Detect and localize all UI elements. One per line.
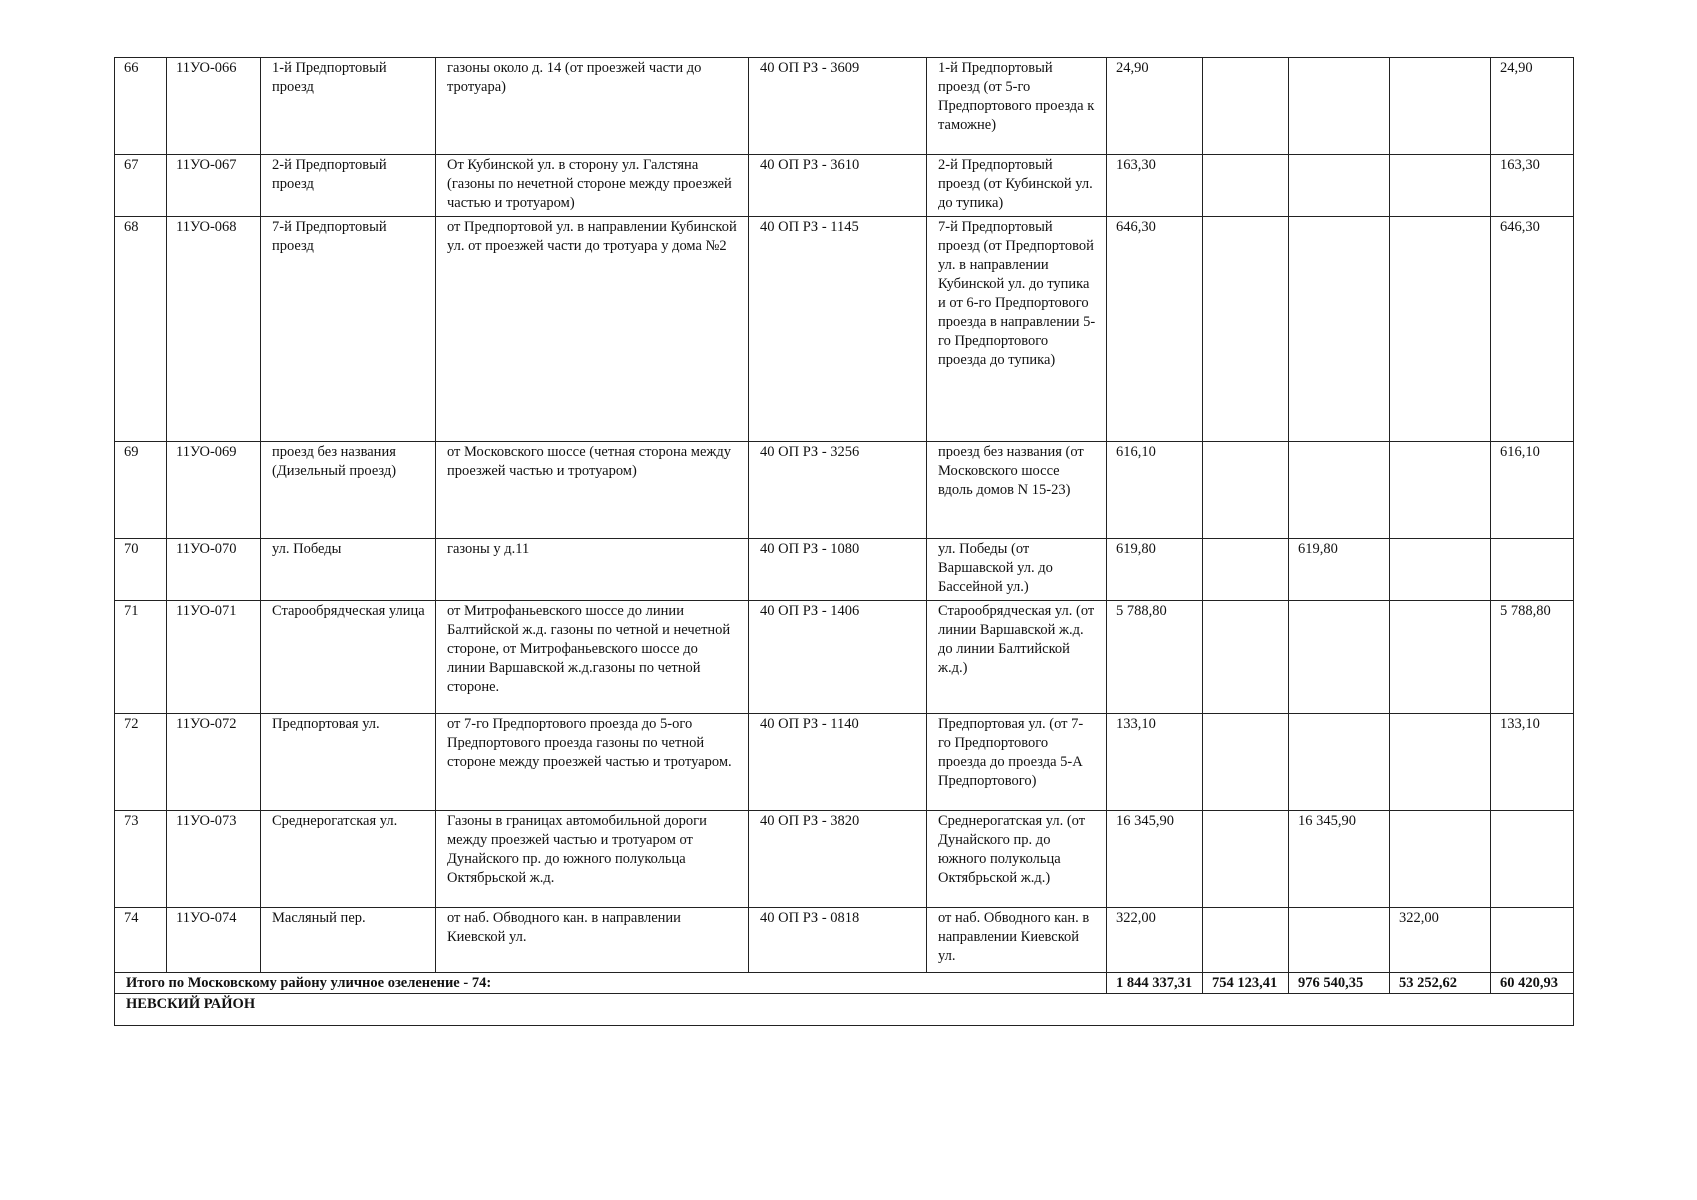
row-code: 11УО-071 bbox=[167, 601, 261, 714]
row-road-id: 40 ОП РЗ - 3609 bbox=[749, 58, 927, 155]
row-road-name: от наб. Обводного кан. в направлении Киевской ул. bbox=[927, 908, 1107, 973]
row-name: ул. Победы bbox=[261, 539, 436, 601]
table-row bbox=[115, 155, 1574, 217]
row-name: 1-й Предпортовый проезд bbox=[261, 58, 436, 155]
table-row bbox=[115, 601, 1574, 714]
row-number: 67 bbox=[115, 155, 167, 217]
row-total: 5 788,80 bbox=[1107, 601, 1203, 714]
row-col-1 bbox=[1203, 714, 1289, 811]
total-col-4: 60 420,93 bbox=[1491, 973, 1574, 994]
row-name: Старообрядческая улица bbox=[261, 601, 436, 714]
row-total: 616,10 bbox=[1107, 442, 1203, 539]
row-col-3 bbox=[1390, 714, 1491, 811]
table-row bbox=[115, 539, 1574, 601]
row-description: Газоны в границах автомобильной дороги между проезжей частью и тротуаром от Дунайского пр. до южного полукольца Октябрьской ж.д. bbox=[436, 811, 749, 908]
table-row bbox=[115, 908, 1574, 973]
row-total: 646,30 bbox=[1107, 217, 1203, 442]
row-road-id: 40 ОП РЗ - 3256 bbox=[749, 442, 927, 539]
total-row bbox=[115, 973, 1574, 994]
row-col-3 bbox=[1390, 539, 1491, 601]
row-name: Среднерогатская ул. bbox=[261, 811, 436, 908]
row-total: 24,90 bbox=[1107, 58, 1203, 155]
row-col-1 bbox=[1203, 908, 1289, 973]
row-road-id: 40 ОП РЗ - 1145 bbox=[749, 217, 927, 442]
row-description: газоны около д. 14 (от проезжей части до тротуара) bbox=[436, 58, 749, 155]
row-description: от Митрофаньевского шоссе до линии Балтийской ж.д. газоны по четной и нечетной стороне, от Митрофаньевского шоссе до линии Варшавской ж.д.газоны по четной стороне. bbox=[436, 601, 749, 714]
row-col-3 bbox=[1390, 811, 1491, 908]
row-col-4: 616,10 bbox=[1491, 442, 1574, 539]
row-col-2 bbox=[1289, 908, 1390, 973]
row-number: 66 bbox=[115, 58, 167, 155]
row-description: От Кубинской ул. в сторону ул. Галстяна (газоны по нечетной стороне между проезжей частью и тротуаром) bbox=[436, 155, 749, 217]
row-total: 133,10 bbox=[1107, 714, 1203, 811]
row-col-4: 133,10 bbox=[1491, 714, 1574, 811]
row-code: 11УО-067 bbox=[167, 155, 261, 217]
row-col-1 bbox=[1203, 155, 1289, 217]
row-road-name: 1-й Предпортовый проезд (от 5-го Предпортового проезда к таможне) bbox=[927, 58, 1107, 155]
row-col-4: 163,30 bbox=[1491, 155, 1574, 217]
row-col-2: 16 345,90 bbox=[1289, 811, 1390, 908]
table-row bbox=[115, 442, 1574, 539]
row-col-1 bbox=[1203, 442, 1289, 539]
row-col-3 bbox=[1390, 442, 1491, 539]
row-description: от Предпортовой ул. в направлении Кубинской ул. от проезжей части до тротуара у дома №2 bbox=[436, 217, 749, 442]
row-description: от наб. Обводного кан. в направлении Киевской ул. bbox=[436, 908, 749, 973]
row-col-3: 322,00 bbox=[1390, 908, 1491, 973]
row-code: 11УО-073 bbox=[167, 811, 261, 908]
table-row bbox=[115, 811, 1574, 908]
row-col-1 bbox=[1203, 58, 1289, 155]
row-description: от 7-го Предпортового проезда до 5-ого Предпортового проезда газоны по четной стороне между проезжей частью и тротуаром. bbox=[436, 714, 749, 811]
row-col-3 bbox=[1390, 217, 1491, 442]
row-number: 68 bbox=[115, 217, 167, 442]
row-number: 71 bbox=[115, 601, 167, 714]
row-road-name: Старообрядческая ул. (от линии Варшавской ж.д. до линии Балтийской ж.д.) bbox=[927, 601, 1107, 714]
row-col-4 bbox=[1491, 539, 1574, 601]
row-name: 7-й Предпортовый проезд bbox=[261, 217, 436, 442]
total-col-1: 754 123,41 bbox=[1203, 973, 1289, 994]
row-col-1 bbox=[1203, 217, 1289, 442]
row-number: 73 bbox=[115, 811, 167, 908]
row-road-id: 40 ОП РЗ - 1406 bbox=[749, 601, 927, 714]
row-road-name: Среднерогатская ул. (от Дунайского пр. до южного полукольца Октябрьской ж.д.) bbox=[927, 811, 1107, 908]
row-total: 619,80 bbox=[1107, 539, 1203, 601]
total-col-3: 53 252,62 bbox=[1390, 973, 1491, 994]
row-col-4 bbox=[1491, 908, 1574, 973]
row-total: 163,30 bbox=[1107, 155, 1203, 217]
district-header-row bbox=[115, 994, 1574, 1026]
row-code: 11УО-072 bbox=[167, 714, 261, 811]
row-total: 322,00 bbox=[1107, 908, 1203, 973]
row-total: 16 345,90 bbox=[1107, 811, 1203, 908]
row-road-name: 7-й Предпортовый проезд (от Предпортовой ул. в направлении Кубинской ул. до тупика и от 6-го Предпортового проезда в направлении 5-го Предпортового проезда до тупика) bbox=[927, 217, 1107, 442]
district-header: НЕВСКИЙ РАЙОН bbox=[115, 994, 1574, 1026]
row-road-name: ул. Победы (от Варшавской ул. до Бассейной ул.) bbox=[927, 539, 1107, 601]
total-col-2: 976 540,35 bbox=[1289, 973, 1390, 994]
row-col-2 bbox=[1289, 155, 1390, 217]
row-col-2 bbox=[1289, 714, 1390, 811]
row-road-id: 40 ОП РЗ - 0818 bbox=[749, 908, 927, 973]
row-number: 72 bbox=[115, 714, 167, 811]
row-code: 11УО-068 bbox=[167, 217, 261, 442]
row-col-4 bbox=[1491, 811, 1574, 908]
row-code: 11УО-074 bbox=[167, 908, 261, 973]
row-col-4: 646,30 bbox=[1491, 217, 1574, 442]
row-col-2 bbox=[1289, 58, 1390, 155]
row-road-name: 2-й Предпортовый проезд (от Кубинской ул. до тупика) bbox=[927, 155, 1107, 217]
row-name: Масляный пер. bbox=[261, 908, 436, 973]
row-road-id: 40 ОП РЗ - 3820 bbox=[749, 811, 927, 908]
row-code: 11УО-070 bbox=[167, 539, 261, 601]
row-col-2: 619,80 bbox=[1289, 539, 1390, 601]
row-col-2 bbox=[1289, 217, 1390, 442]
row-name: проезд без названия (Дизельный проезд) bbox=[261, 442, 436, 539]
row-name: Предпортовая ул. bbox=[261, 714, 436, 811]
row-col-3 bbox=[1390, 601, 1491, 714]
row-road-id: 40 ОП РЗ - 1140 bbox=[749, 714, 927, 811]
total-sum: 1 844 337,31 bbox=[1107, 973, 1203, 994]
row-col-3 bbox=[1390, 155, 1491, 217]
row-col-4: 24,90 bbox=[1491, 58, 1574, 155]
row-number: 74 bbox=[115, 908, 167, 973]
row-col-4: 5 788,80 bbox=[1491, 601, 1574, 714]
row-col-2 bbox=[1289, 601, 1390, 714]
row-description: от Московского шоссе (четная сторона между проезжей частью и тротуаром) bbox=[436, 442, 749, 539]
row-road-id: 40 ОП РЗ - 3610 bbox=[749, 155, 927, 217]
row-col-1 bbox=[1203, 601, 1289, 714]
row-number: 69 bbox=[115, 442, 167, 539]
row-col-1 bbox=[1203, 539, 1289, 601]
table-body bbox=[115, 58, 1574, 973]
row-name: 2-й Предпортовый проезд bbox=[261, 155, 436, 217]
row-code: 11УО-066 bbox=[167, 58, 261, 155]
table-row bbox=[115, 714, 1574, 811]
green-areas-table bbox=[114, 57, 1574, 1026]
table-row bbox=[115, 58, 1574, 155]
row-col-3 bbox=[1390, 58, 1491, 155]
row-road-id: 40 ОП РЗ - 1080 bbox=[749, 539, 927, 601]
row-code: 11УО-069 bbox=[167, 442, 261, 539]
row-col-1 bbox=[1203, 811, 1289, 908]
row-road-name: Предпортовая ул. (от 7-го Предпортового проезда до проезда 5-А Предпортового) bbox=[927, 714, 1107, 811]
row-description: газоны у д.11 bbox=[436, 539, 749, 601]
row-col-2 bbox=[1289, 442, 1390, 539]
table-row bbox=[115, 217, 1574, 442]
total-label: Итого по Московскому району уличное озеленение - 74: bbox=[115, 973, 1107, 994]
row-number: 70 bbox=[115, 539, 167, 601]
row-road-name: проезд без названия (от Московского шоссе вдоль домов N 15-23) bbox=[927, 442, 1107, 539]
